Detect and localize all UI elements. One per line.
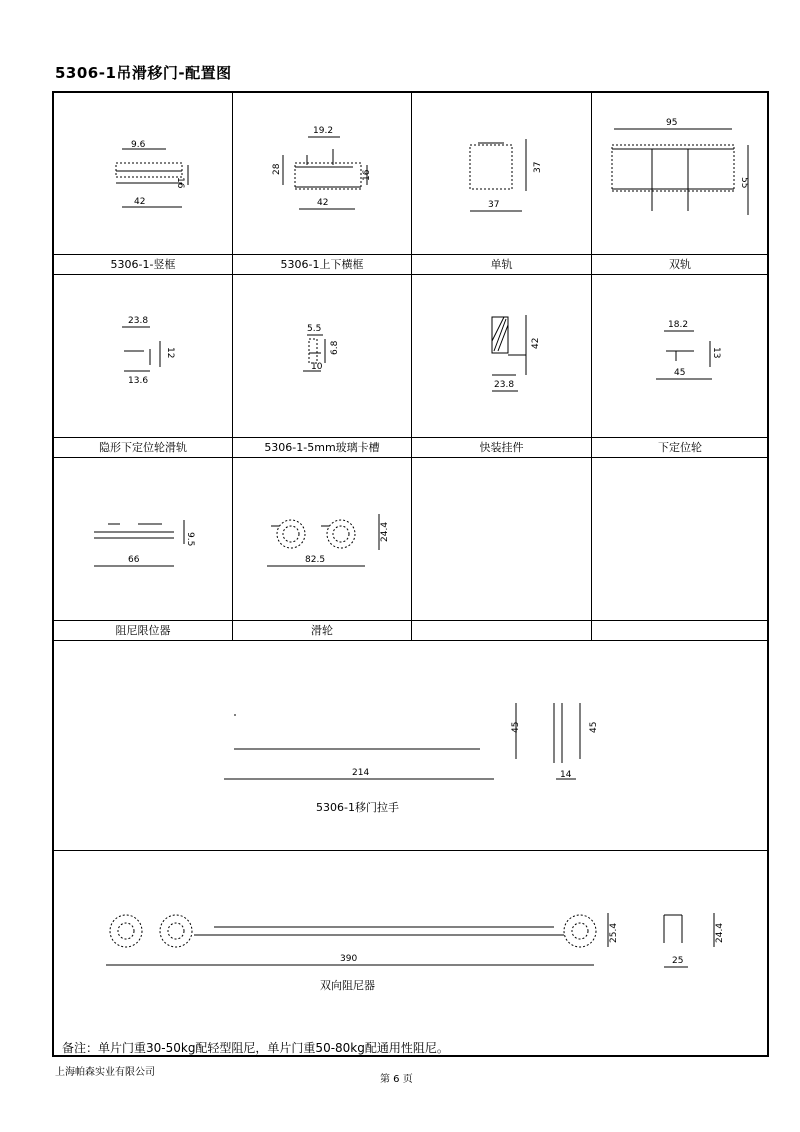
empty-drawing-cell	[592, 458, 769, 621]
drawing-cell-damper-limiter	[54, 458, 233, 621]
dim-label: 13.6	[128, 376, 149, 386]
dim-label: 24.4	[380, 521, 390, 542]
dim-label: 5.5	[307, 324, 322, 334]
dim-label: 45	[511, 721, 521, 733]
drawing-cell-pulley	[233, 458, 412, 621]
dim-label: 18.2	[668, 320, 689, 330]
dim-label: 45	[589, 721, 599, 733]
page-title: 5306-1吊滑移门-配置图	[55, 64, 232, 82]
component-caption: 双轨	[592, 255, 769, 275]
handle-drawing	[54, 641, 767, 851]
drawing-cell-hidden-guide-rail	[54, 275, 233, 438]
vertical-frame-drawing	[54, 93, 233, 255]
dim-label: 14	[560, 770, 572, 780]
top-bottom-frame-drawing	[233, 93, 412, 255]
component-caption: 5306-1-竖框	[54, 255, 233, 275]
component-caption: 快装挂件	[412, 438, 592, 458]
dim-label: 66	[128, 555, 140, 565]
component-caption: 阻尼限位器	[54, 621, 233, 641]
drawing-cell-double-track	[592, 93, 769, 255]
drawing-cell-top-bottom-frame	[233, 93, 412, 255]
dim-label: 16	[175, 177, 185, 189]
component-caption: 隐形下定位轮滑轨	[54, 438, 233, 458]
component-caption: 滑轮	[233, 621, 412, 641]
dim-label: 82.5	[305, 555, 326, 565]
damper-limiter-drawing	[54, 458, 233, 621]
drawing-cell-single-track	[412, 93, 592, 255]
dim-label: 25	[672, 956, 684, 966]
drawing-cell-vertical-frame	[54, 93, 233, 255]
drawing-cell-quick-hanger	[412, 275, 592, 438]
dim-label: 12	[165, 347, 175, 359]
dim-label: 9.5	[185, 532, 195, 547]
lower-positioning-wheel-drawing	[592, 275, 769, 438]
glass-slot-drawing	[233, 275, 412, 438]
drawing-cell-glass-slot	[233, 275, 412, 438]
dim-label: 25.4	[609, 922, 619, 943]
dim-label: 6.8	[330, 340, 340, 355]
dim-label: 55	[739, 177, 749, 189]
double-track-drawing	[592, 93, 769, 255]
dim-label: 9.6	[131, 140, 146, 150]
dim-label: 37	[533, 161, 543, 173]
page-number: 第 6 页	[380, 1074, 413, 1085]
dim-label: 95	[666, 118, 678, 128]
component-caption	[592, 621, 769, 641]
dim-label: 37	[488, 200, 500, 210]
dim-label: 16	[362, 169, 372, 181]
single-track-drawing	[412, 93, 592, 255]
pulley-drawing	[233, 458, 412, 621]
drawing-cell-lower-positioning-wheel	[592, 275, 769, 438]
component-caption: 单轨	[412, 255, 592, 275]
handle-section	[54, 641, 767, 851]
component-caption: 下定位轮	[592, 438, 769, 458]
component-caption: 5306-1-5mm玻璃卡槽	[233, 438, 412, 458]
dim-label: 13	[711, 347, 721, 359]
component-caption	[412, 621, 592, 641]
hidden-guide-rail-drawing	[54, 275, 233, 438]
dim-label: 42	[317, 198, 329, 208]
damper-section	[54, 851, 767, 1057]
quick-hanger-drawing	[412, 275, 592, 438]
empty-drawing-cell	[412, 458, 592, 621]
component-caption: 5306-1上下横框	[233, 255, 412, 275]
dim-label: 19.2	[313, 126, 334, 136]
dim-label: 42	[531, 337, 541, 349]
section-caption: 双向阻尼器	[320, 979, 375, 992]
dim-label: 28	[272, 163, 282, 175]
remark-note: 备注：单片门重30-50kg配轻型阻尼，单片门重50-80kg配通用性阻尼。	[62, 1041, 449, 1055]
dim-label: 24.4	[715, 922, 725, 943]
section-caption: 5306-1移门拉手	[316, 801, 399, 814]
dim-label: 23.8	[494, 380, 515, 390]
dim-label: 214	[352, 768, 370, 778]
dim-label: 390	[340, 954, 358, 964]
dim-label: 23.8	[128, 316, 149, 326]
dim-label: 10	[311, 362, 323, 372]
dim-label: 42	[134, 197, 146, 207]
dim-label: 45	[674, 368, 686, 378]
company-name: 上海帕森实业有限公司	[55, 1067, 155, 1078]
configuration-sheet	[52, 91, 769, 1057]
damper-drawing	[54, 851, 767, 1057]
